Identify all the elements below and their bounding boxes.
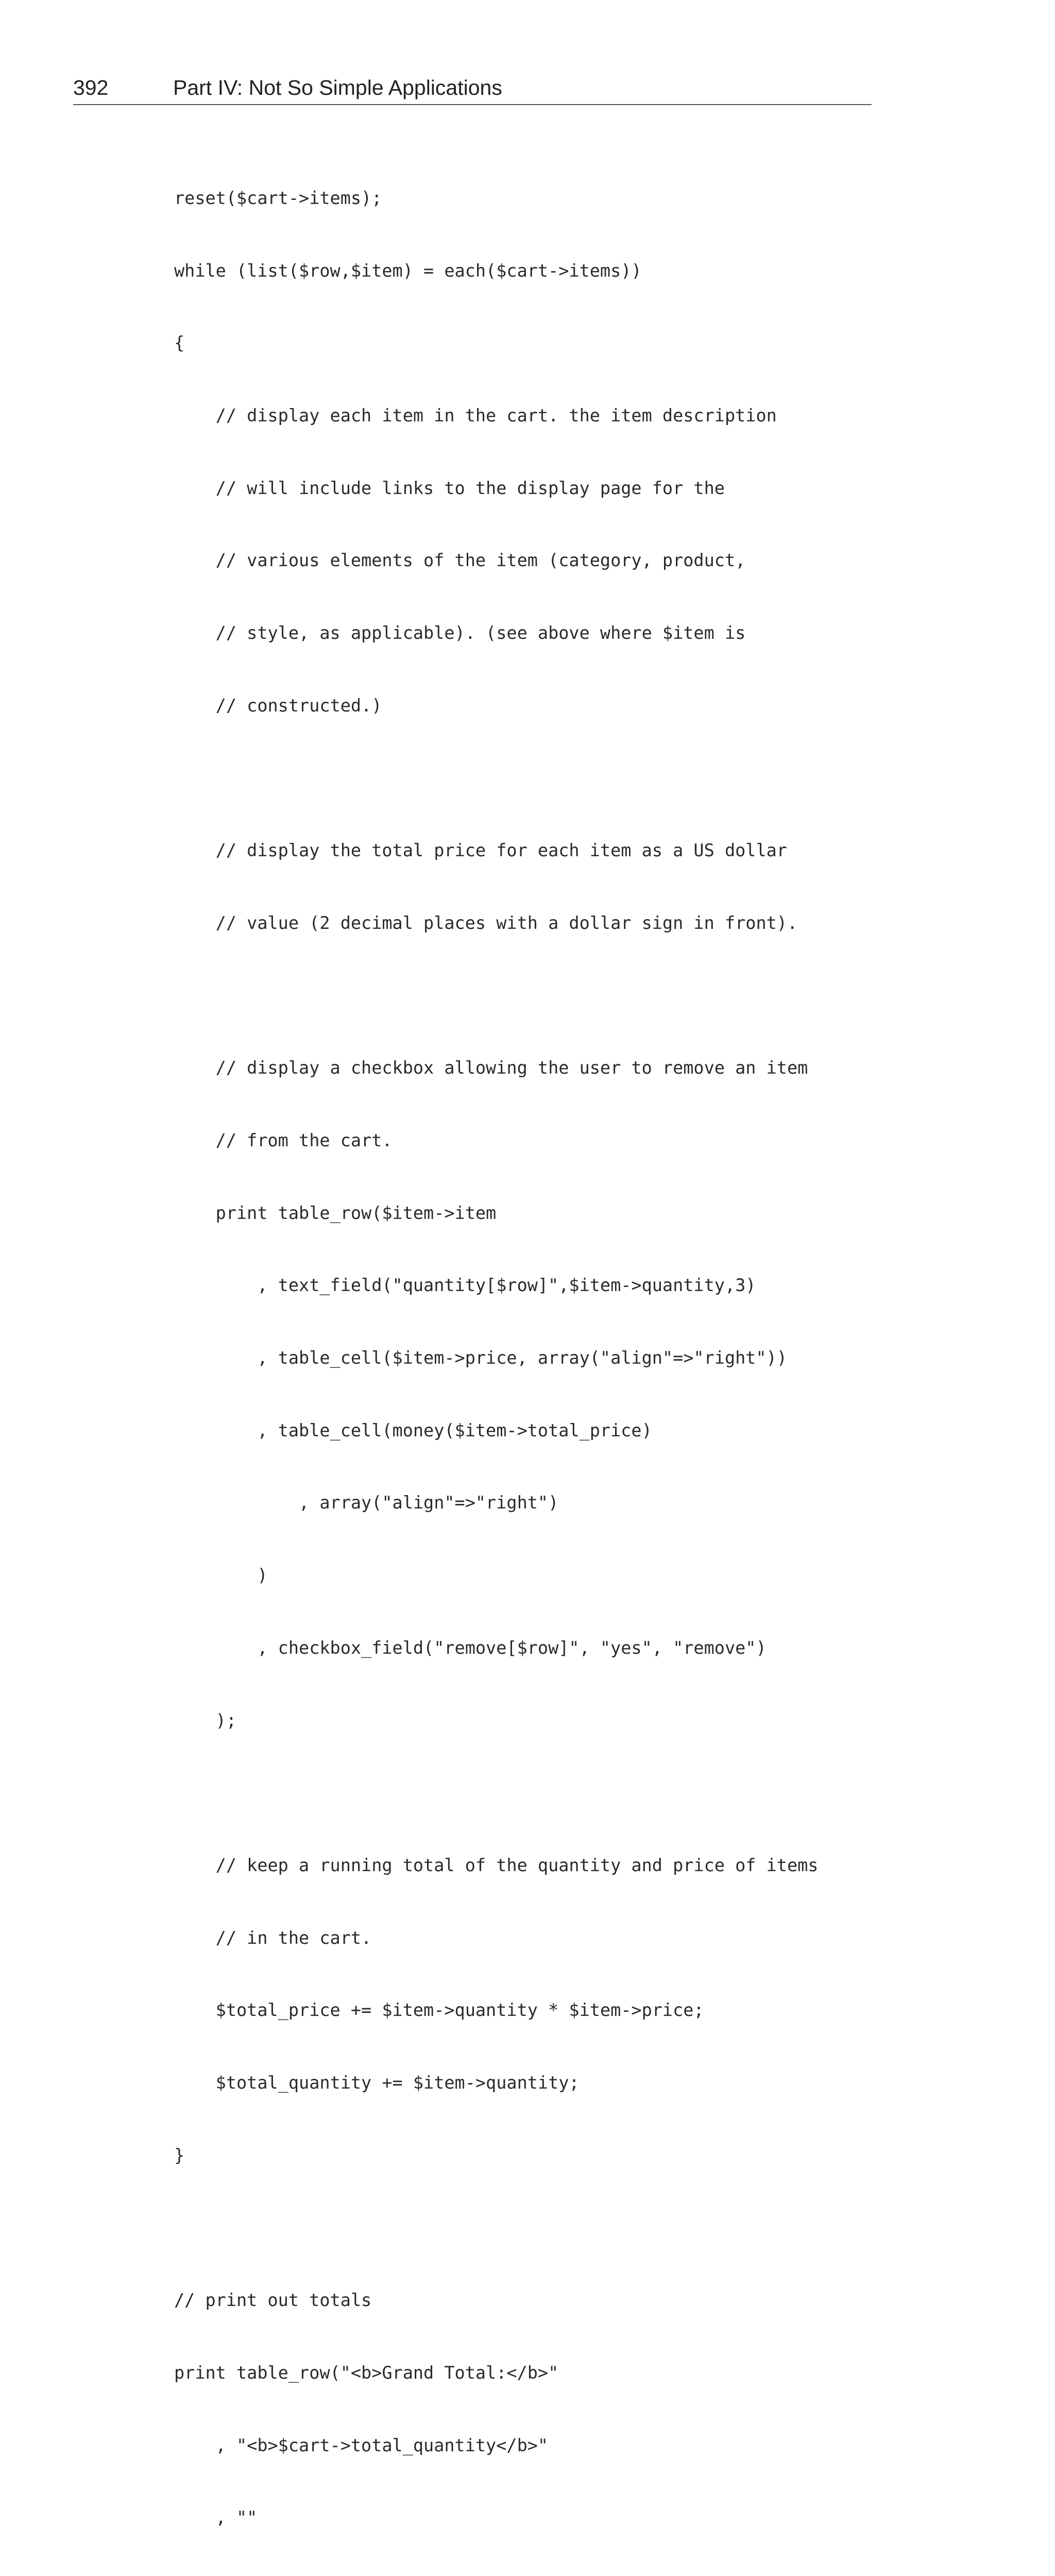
- code-line: // style, as applicable). (see above where $item is: [174, 623, 746, 643]
- code-line: [174, 2216, 860, 2241]
- code-line: , text_field("quantity[$row]",$item->quantity,3): [174, 1275, 756, 1296]
- code-line: , "": [174, 2507, 258, 2528]
- code-line: // print out totals: [174, 2290, 372, 2311]
- code-line: // value (2 decimal places with a dollar sign in front).: [174, 912, 798, 933]
- code-line: // various elements of the item (category, product,: [174, 550, 746, 571]
- section-title: Part IV: Not So Simple Applications: [173, 76, 502, 99]
- code-line: , table_cell(money($item->total_price): [174, 1420, 652, 1440]
- code-line: while (list($row,$item) = each($cart->items)): [174, 260, 642, 281]
- code-line: $total_quantity += $item->quantity;: [174, 2073, 580, 2093]
- code-line: // display the total price for each item as a US dollar: [174, 840, 787, 861]
- code-line: }: [174, 2145, 185, 2165]
- code-line: [174, 1781, 860, 1805]
- running-header: [73, 71, 872, 105]
- code-line: [174, 984, 860, 1008]
- code-line: // display a checkbox allowing the user to remove an item: [174, 1058, 808, 1078]
- code-line: , table_cell($item->price, array("align"=>"right")): [174, 1348, 787, 1368]
- code-line: ): [174, 1565, 268, 1586]
- code-line: , array("align"=>"right"): [174, 1493, 559, 1513]
- code-line: {: [174, 333, 185, 353]
- code-line: // constructed.): [174, 695, 382, 716]
- code-line: // keep a running total of the quantity and price of items: [174, 1855, 819, 1875]
- code-line: , "<b>$cart->total_quantity</b>": [174, 2435, 549, 2455]
- code-line: [174, 766, 860, 790]
- code-line: );: [174, 1710, 237, 1731]
- code-line: , checkbox_field("remove[$row]", "yes", "remove"): [174, 1637, 767, 1658]
- code-line: // in the cart.: [174, 1927, 372, 1948]
- code-line: // display each item in the cart. the item description: [174, 405, 777, 426]
- code-line: reset($cart->items);: [174, 188, 382, 208]
- code-line: // will include links to the display page for the: [174, 478, 725, 498]
- page-number: 392: [73, 76, 109, 99]
- code-line: // from the cart.: [174, 1130, 393, 1150]
- code-line: $total_price += $item->quantity * $item->price;: [174, 2000, 704, 2021]
- code-line: print table_row($item->item: [174, 1202, 497, 1223]
- code-listing: [174, 138, 860, 2576]
- code-line: print table_row("<b>Grand Total:</b>": [174, 2362, 559, 2383]
